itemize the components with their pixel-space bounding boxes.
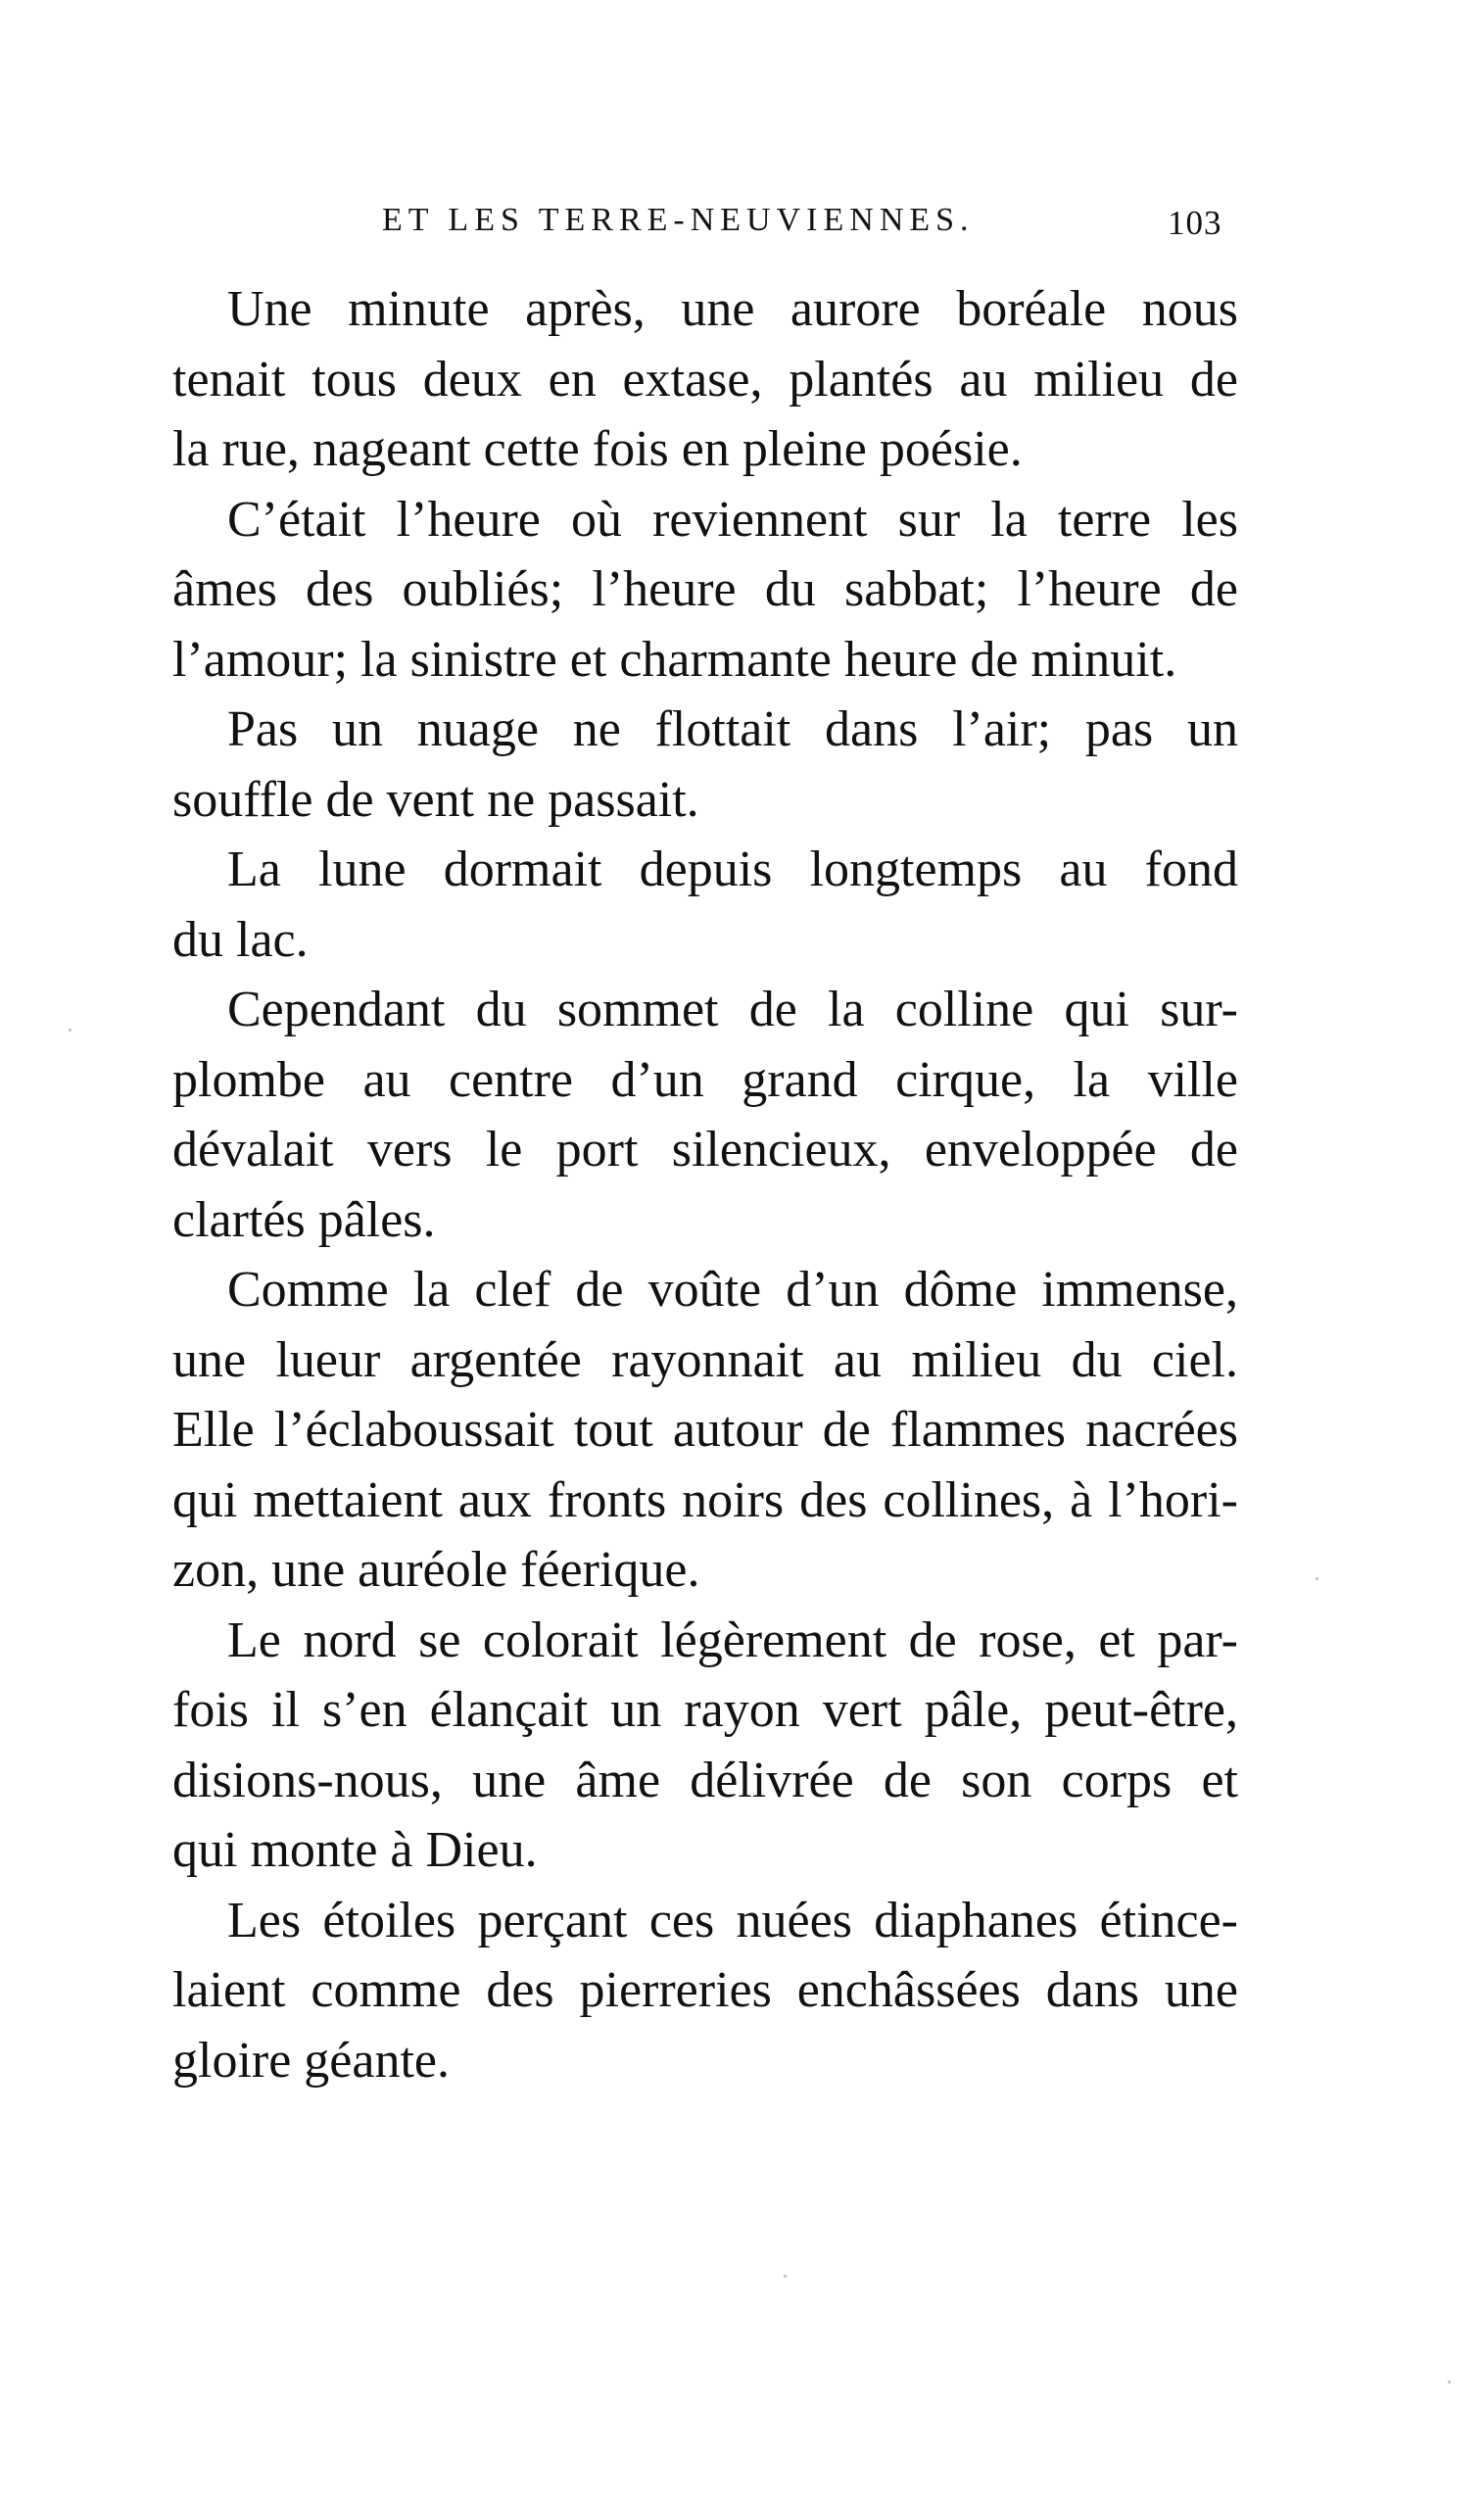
paper-speck bbox=[1316, 1577, 1318, 1580]
text-line: fois il s’en élançait un rayon vert pâle, peut-être, bbox=[172, 1682, 1238, 1738]
text-line: qui monte à Dieu. bbox=[172, 1822, 538, 1878]
text-line: C’était l’heure où reviennent sur la terre les bbox=[227, 491, 1238, 548]
text-line: La lune dormait depuis longtemps au fond bbox=[227, 842, 1238, 897]
text-line: Comme la clef de voûte d’un dôme immense, bbox=[227, 1262, 1238, 1318]
page-number: 103 bbox=[1168, 204, 1222, 242]
text-line: souffle de vent ne passait. bbox=[172, 771, 699, 828]
body-text bbox=[172, 274, 1238, 2095]
text-line: une lueur argentée rayonnait au milieu du ciel. bbox=[172, 1331, 1238, 1388]
text-line: Cependant du sommet de la colline qui sur- bbox=[227, 982, 1238, 1037]
text-line: l’amour; la sinistre et charmante heure de minuit. bbox=[172, 631, 1177, 688]
running-title: ET LES TERRE-NEUVIENNES. bbox=[382, 202, 975, 238]
text-line: tenait tous deux en extase, plantés au milieu de bbox=[172, 351, 1238, 408]
text-line: zon, une auréole féerique. bbox=[172, 1542, 700, 1598]
text-line: qui mettaient aux fronts noirs des collines, à l’hori- bbox=[172, 1471, 1238, 1528]
text-line: dévalait vers le port silencieux, enveloppée de bbox=[172, 1122, 1238, 1178]
text-line: Les étoiles perçant ces nuées diaphanes étince- bbox=[227, 1892, 1238, 1948]
paper-speck bbox=[784, 2275, 787, 2278]
text-line: gloire géante. bbox=[172, 2032, 450, 2089]
paper-speck bbox=[69, 1029, 72, 1032]
text-line: Une minute après, une aurore boréale nous bbox=[227, 281, 1238, 337]
text-line: Elle l’éclaboussait tout autour de flammes nacrées bbox=[172, 1402, 1238, 1458]
text-line: du lac. bbox=[172, 911, 309, 968]
text-line: la rue, nageant cette fois en pleine poésie. bbox=[172, 421, 1023, 477]
text-line: clartés pâles. bbox=[172, 1191, 436, 1248]
text-line: Le nord se colorait légèrement de rose, et par- bbox=[227, 1611, 1238, 1668]
text-line: plombe au centre d’un grand cirque, la ville bbox=[172, 1051, 1238, 1108]
text-line: disions-nous, une âme délivrée de son corps et bbox=[172, 1752, 1238, 1808]
text-line: laient comme des pierreries enchâssées dans une bbox=[172, 1962, 1238, 2018]
paper-speck bbox=[1448, 2381, 1451, 2383]
text-line: Pas un nuage ne flottait dans l’air; pas un bbox=[227, 701, 1238, 757]
text-line: âmes des oubliés; l’heure du sabbat; l’heure de bbox=[172, 561, 1238, 617]
